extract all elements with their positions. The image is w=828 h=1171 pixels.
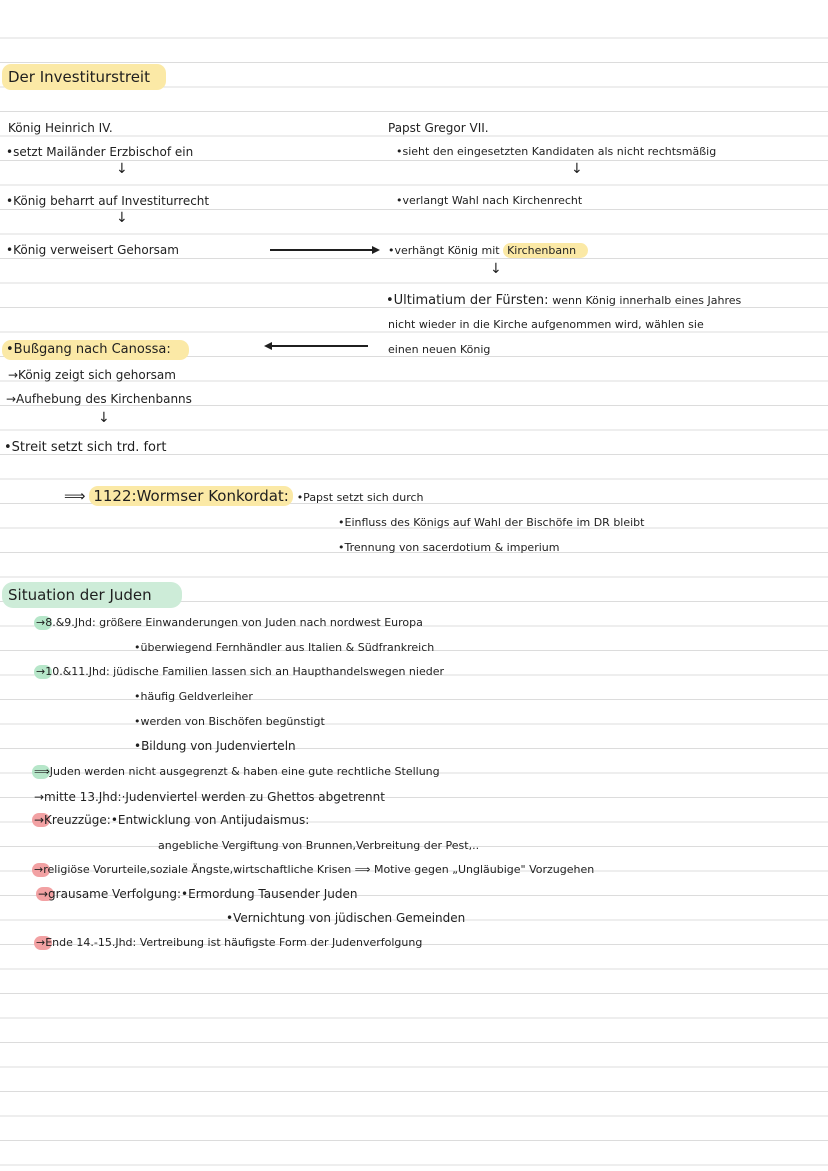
juden-line-7: ⟹Juden werden nicht ausgegrenzt & haben eine gute rechtliche Stellung [34, 765, 440, 778]
juden-line-9: →Kreuzzüge:•Entwicklung von Antijudaismus: [34, 813, 310, 827]
juden-line-6: •Bildung von Judenvierteln [134, 739, 296, 753]
heinrich-line-2: •König beharrt auf Investiturrecht [6, 194, 210, 208]
ultimatum-head: •Ultimatium der Fürsten: [386, 293, 549, 308]
canossa-head: •Bußgang nach Canossa: [2, 340, 189, 360]
heinrich-name: König Heinrich IV. [8, 121, 113, 135]
konkordat [64, 488, 424, 506]
heinrich-line-1: •setzt Mailänder Erzbischof ein [6, 145, 194, 159]
gregor-line-3 [388, 243, 588, 259]
juden-line-5: •werden von Bischöfen begünstigt [134, 715, 325, 728]
gregor-line-2: •verlangt Wahl nach Kirchenrecht [396, 194, 583, 207]
down-arrow-icon: ↓ [98, 410, 110, 426]
juden-line-8: →mitte 13.Jhd:·Judenviertel werden zu Ghettos abgetrennt [34, 790, 385, 804]
implies-icon: ⟹ [64, 487, 86, 505]
arrow-left-line [270, 345, 368, 347]
konkordat-point-3: •Trennung von sacerdotium & imperium [338, 541, 560, 554]
ultimatum [386, 292, 741, 309]
canossa-line-3: •Streit setzt sich trd. fort [4, 440, 167, 455]
gregor-line-1: •sieht den eingesetzten Kandidaten als nicht rechtsmäßig [396, 145, 717, 158]
juden-line-13: •Vernichtung von jüdischen Gemeinden [226, 911, 466, 925]
juden-line-12: →grausame Verfolgung:•Ermordung Tausender Juden [38, 887, 358, 901]
konkordat-head: 1122:Wormser Konkordat: [89, 486, 293, 506]
section-title-investiturstreit: Der Investiturstreit [2, 64, 166, 90]
juden-line-14: →Ende 14.-15.Jhd: Vertreibung ist häufigste Form der Judenverfolgung [36, 936, 423, 949]
juden-line-11: →religiöse Vorurteile,soziale Ängste,wirtschaftliche Krisen ⟹ Motive gegen „Ungläubige" Vorzugehen [34, 863, 595, 876]
juden-line-1: →8.&9.Jhd: größere Einwanderungen von Juden nach nordwest Europa [36, 616, 423, 629]
arrow-right-line [270, 249, 374, 251]
juden-line-3: →10.&11.Jhd: jüdische Familien lassen sich an Haupthandelswegen nieder [36, 665, 444, 678]
arrow-right-icon [372, 246, 380, 254]
down-arrow-icon: ↓ [116, 161, 128, 177]
canossa-line-2: →Aufhebung des Kirchenbanns [6, 392, 192, 406]
juden-line-2: •überwiegend Fernhändler aus Italien & Südfrankreich [134, 641, 435, 654]
kirchenbann-highlight: Kirchenbann [503, 243, 588, 258]
down-arrow-icon: ↓ [116, 210, 128, 226]
down-arrow-icon: ↓ [571, 161, 583, 177]
juden-line-4: •häufig Geldverleiher [134, 690, 253, 703]
ultimatum-line-3: einen neuen König [388, 343, 491, 356]
gregor-line-3-text: •verhängt König mit [388, 244, 500, 257]
canossa-line-1: →König zeigt sich gehorsam [8, 368, 176, 382]
juden-line-10: angebliche Vergiftung von Brunnen,Verbreitung der Pest,.. [158, 839, 480, 852]
konkordat-point-1: •Papst setzt sich durch [296, 491, 424, 504]
section-title-juden: Situation der Juden [2, 582, 182, 608]
gregor-name: Papst Gregor VII. [388, 121, 489, 135]
ultimatum-line-2: nicht wieder in die Kirche aufgenommen wird, wählen sie [388, 318, 704, 331]
konkordat-point-2: •Einfluss des Königs auf Wahl der Bischöfe im DR bleibt [338, 516, 645, 529]
ultimatum-rest: wenn König innerhalb eines Jahres [552, 294, 742, 307]
heinrich-line-3: •König verweisert Gehorsam [6, 243, 179, 257]
down-arrow-icon: ↓ [490, 261, 502, 277]
